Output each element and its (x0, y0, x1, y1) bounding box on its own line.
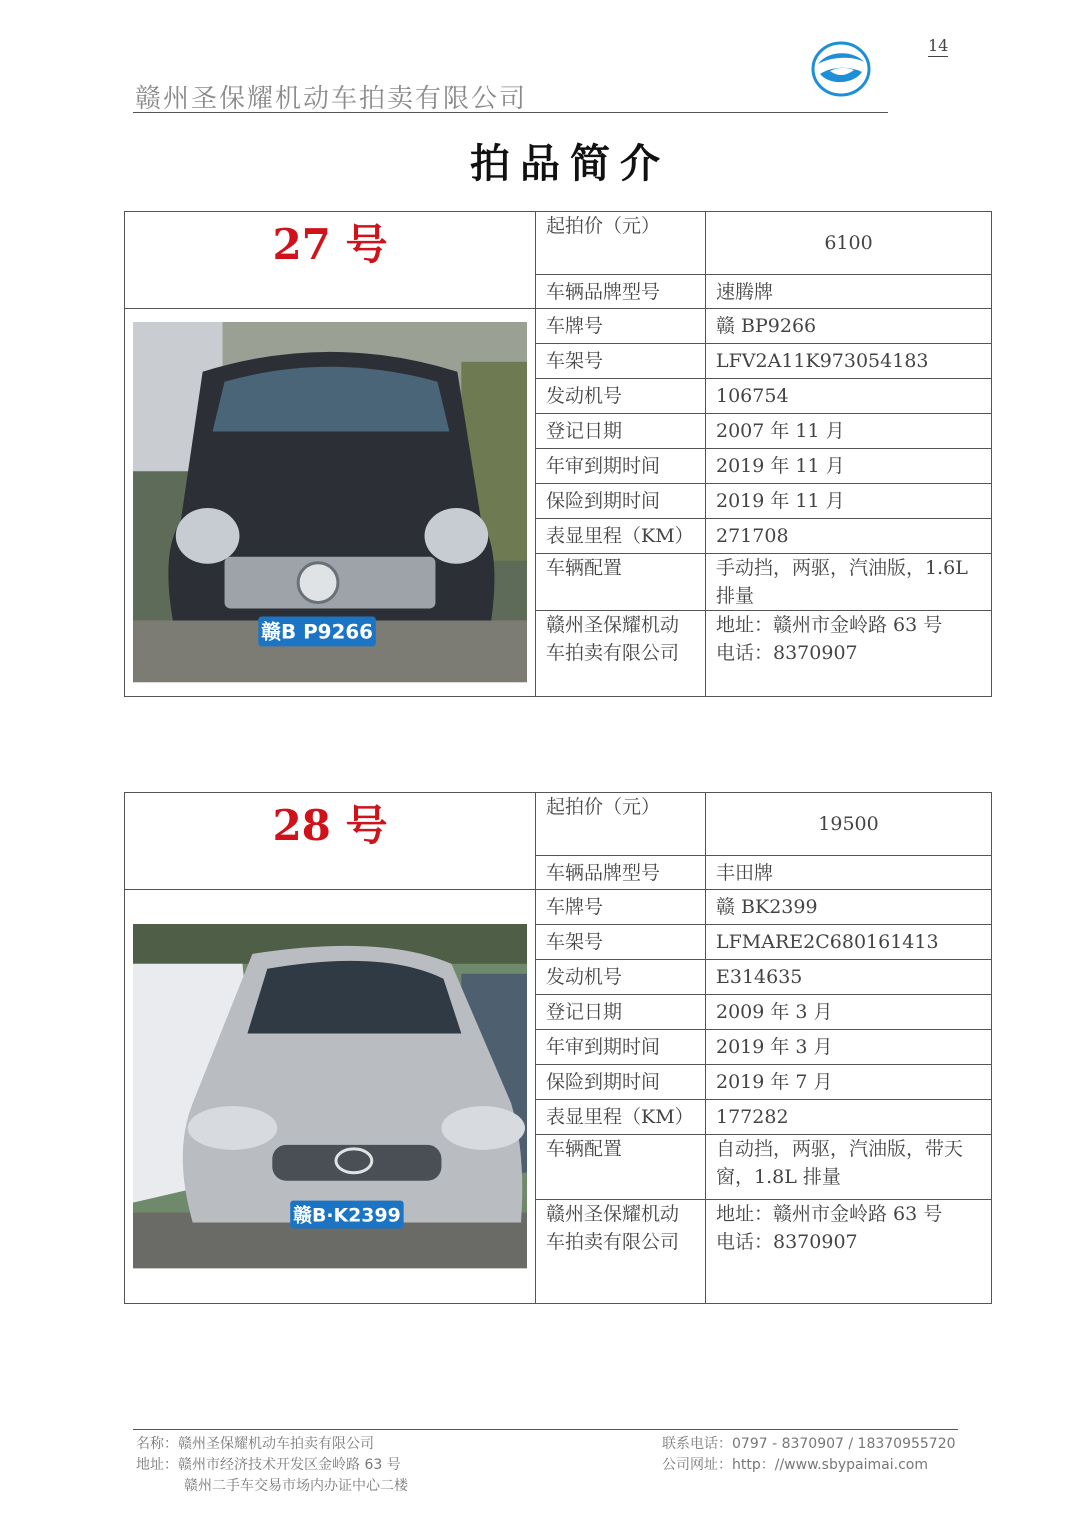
price-label: 起拍价（元） (536, 793, 706, 856)
row-label: 车架号 (536, 925, 706, 960)
row-label: 登记日期 (536, 995, 706, 1030)
row-label: 保险到期时间 (536, 484, 706, 519)
footer-address-line2: 赣州二手车交易市场内办证中心二楼 (184, 1478, 408, 1494)
row-value: 106754 (706, 379, 992, 414)
row-label: 发动机号 (536, 379, 706, 414)
row-value: 自动挡，两驱，汽油版，带天窗，1.8L 排量 (706, 1135, 992, 1200)
contact-info (706, 1200, 992, 1304)
row-label: 表显里程（KM） (536, 519, 706, 554)
vehicle-photo-28 (133, 924, 527, 1268)
row-label: 车牌号 (536, 309, 706, 344)
lot-number: 28 号 (272, 801, 388, 850)
row-value: 赣 BP9266 (706, 309, 992, 344)
row-value: 2019 年 3 月 (706, 1030, 992, 1065)
row-label: 车辆品牌型号 (536, 275, 706, 309)
footer-name: 名称：赣州圣保耀机动车拍卖有限公司 (136, 1436, 374, 1452)
row-value: E314635 (706, 960, 992, 995)
footer-contact (662, 1434, 956, 1476)
page-number: 14 (928, 36, 949, 55)
company-logo-icon (810, 40, 872, 98)
contact-label: 赣州圣保耀机动车拍卖有限公司 (536, 1200, 706, 1304)
row-value: 2019 年 11 月 (706, 484, 992, 519)
row-label: 车辆配置 (536, 554, 706, 611)
row-value: 2019 年 11 月 (706, 449, 992, 484)
row-value: 177282 (706, 1100, 992, 1135)
footer-divider (133, 1429, 958, 1430)
row-label: 保险到期时间 (536, 1065, 706, 1100)
starting-price: 6100 (706, 212, 992, 275)
row-value: 赣 BK2399 (706, 890, 992, 925)
footer-website[interactable]: 公司网址：http：//www.sbypaimai.com (662, 1457, 928, 1473)
price-label: 起拍价（元） (536, 212, 706, 275)
row-value: 手动挡，两驱，汽油版，1.6L 排量 (706, 554, 992, 611)
lot-table-28 (124, 792, 992, 1304)
company-header: 赣州圣保耀机动车拍卖有限公司 (135, 84, 528, 114)
row-value: 速腾牌 (706, 275, 992, 309)
row-value: LFMARE2C680161413 (706, 925, 992, 960)
contact-label: 赣州圣保耀机动车拍卖有限公司 (536, 611, 706, 697)
row-label: 登记日期 (536, 414, 706, 449)
lot-number-cell (125, 793, 536, 890)
row-value: 2007 年 11 月 (706, 414, 992, 449)
vehicle-photo-cell (125, 309, 536, 697)
lot-table-27 (124, 211, 992, 697)
document-title: 拍品简介 (470, 140, 670, 187)
row-label: 表显里程（KM） (536, 1100, 706, 1135)
starting-price: 19500 (706, 793, 992, 856)
license-plate: 赣B P9266 (261, 620, 373, 644)
contact-info (706, 611, 992, 697)
address: 地址：赣州市金岭路 63 号 (716, 614, 943, 636)
vehicle-photo-cell (125, 890, 536, 1304)
row-label: 车架号 (536, 344, 706, 379)
footer-phone: 联系电话：0797 - 8370907 / 18370955720 (662, 1436, 956, 1452)
license-plate: 赣B·K2399 (293, 1204, 401, 1227)
row-value: 271708 (706, 519, 992, 554)
row-value: 丰田牌 (706, 856, 992, 890)
lot-number-cell (125, 212, 536, 309)
row-label: 发动机号 (536, 960, 706, 995)
row-value: 2019 年 7 月 (706, 1065, 992, 1100)
row-value: 2009 年 3 月 (706, 995, 992, 1030)
row-label: 车辆配置 (536, 1135, 706, 1200)
phone: 电话：8370907 (716, 642, 858, 664)
footer-address: 地址：赣州市经济技术开发区金岭路 63 号 (136, 1457, 401, 1473)
row-value: LFV2A11K973054183 (706, 344, 992, 379)
footer-company-info (136, 1434, 408, 1497)
address: 地址：赣州市金岭路 63 号 (716, 1203, 943, 1225)
lot-number: 27 号 (272, 220, 388, 269)
header-divider (133, 112, 888, 113)
row-label: 车辆品牌型号 (536, 856, 706, 890)
vehicle-photo-27 (133, 322, 527, 682)
phone: 电话：8370907 (716, 1231, 858, 1253)
row-label: 年审到期时间 (536, 1030, 706, 1065)
row-label: 车牌号 (536, 890, 706, 925)
row-label: 年审到期时间 (536, 449, 706, 484)
